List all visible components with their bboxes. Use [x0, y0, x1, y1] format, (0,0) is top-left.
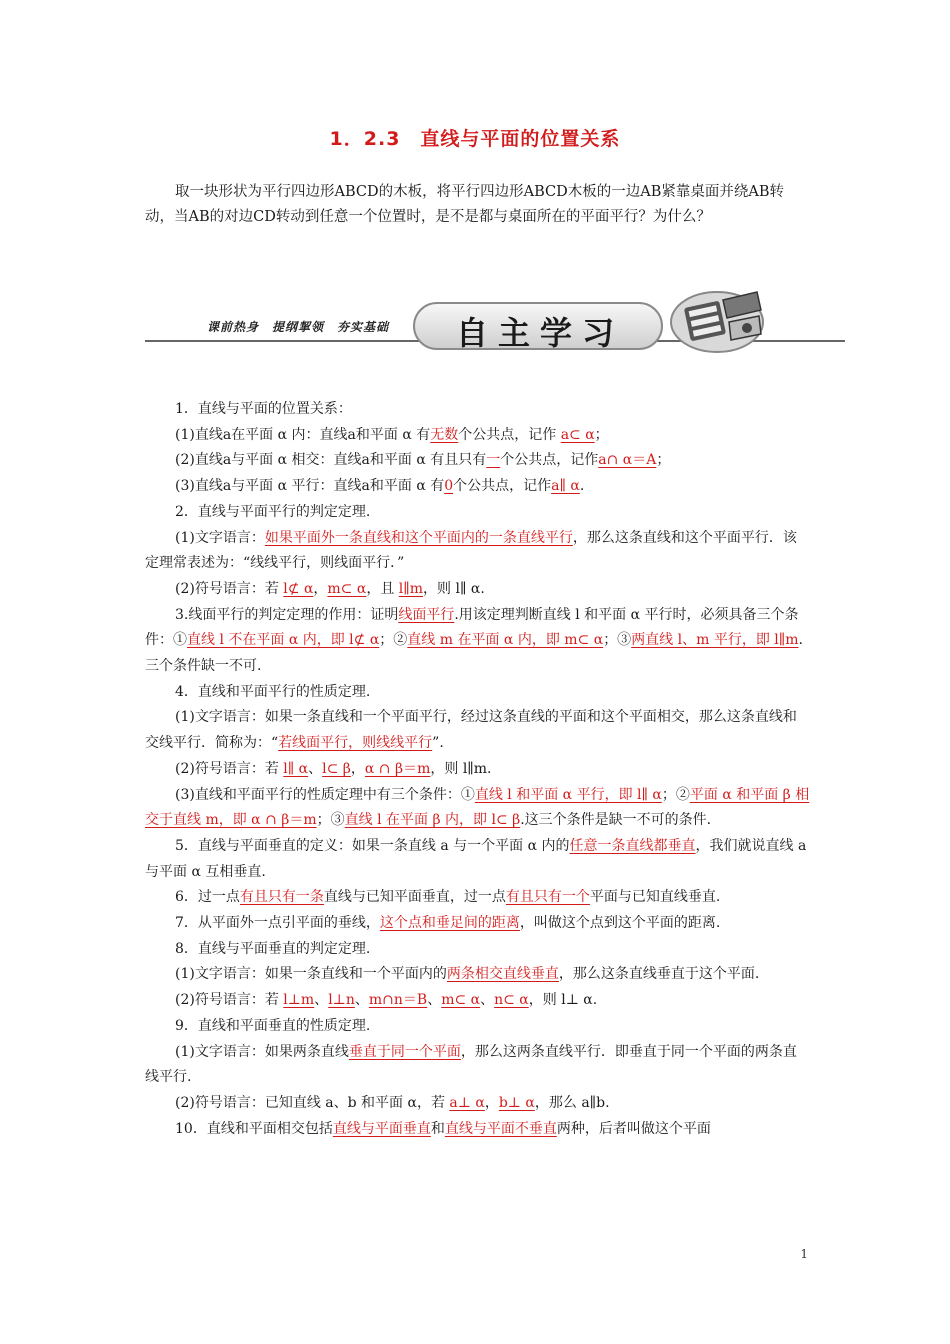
content-paragraph	[145, 937, 810, 963]
content-paragraph	[145, 474, 810, 500]
answer-text: n⊂ α	[494, 992, 529, 1009]
answer-text: 0	[444, 478, 454, 495]
body-text: (3)直线a与平面 α 平行：直线a和平面 α 有	[175, 478, 445, 495]
body-text: ，	[313, 580, 328, 597]
content-paragraph	[145, 577, 810, 603]
answer-text: m∩n＝B	[368, 992, 428, 1009]
content-paragraph	[145, 680, 810, 706]
content-paragraph	[145, 1040, 810, 1091]
content-paragraph	[145, 885, 810, 911]
answer-text: m⊂ α	[441, 992, 481, 1009]
body-text: ，我们就说直线 a 与平面 α 互相垂直.	[145, 837, 807, 880]
answer-text: l⊂ β	[322, 760, 351, 777]
body-text: 、	[480, 992, 495, 1009]
body-text: ，则 l∥ α.	[423, 580, 485, 597]
body-text: ；②	[379, 632, 408, 649]
body-text: 两种，后者叫做这个平面	[556, 1120, 711, 1137]
content-paragraph	[145, 783, 810, 834]
body-text: ；	[656, 452, 671, 469]
body-text: 1．直线与平面的位置关系：	[175, 401, 352, 417]
content-paragraph	[145, 911, 810, 937]
body-text: 4．直线和平面平行的性质定理.	[175, 683, 371, 700]
answer-text: 如果平面外一条直线和这个平面内的一条直线平行	[264, 529, 573, 546]
body-text: 8．直线与平面垂直的判定定理.	[175, 940, 371, 957]
body-text: ，则 l∥m.	[430, 760, 492, 777]
body-text: 个公共点，记作	[500, 452, 599, 469]
answer-text: 无数	[430, 426, 459, 443]
body-text: 、	[354, 992, 369, 1009]
answer-text: 一	[486, 452, 501, 469]
body-text: ，	[484, 1094, 499, 1111]
body-text: (2)符号语言：若	[175, 580, 284, 597]
content-paragraph	[145, 500, 810, 526]
body-text: .	[579, 478, 585, 495]
body-text: . 三个条件缺一不可.	[145, 632, 803, 675]
body-text: ；②	[661, 786, 690, 803]
body-text: 5．直线与平面垂直的定义：如果一条直线 a 与一个平面 α 内的	[175, 837, 570, 854]
body-text: (2)符号语言：若	[175, 760, 284, 777]
answer-text: 直线 l 在平面 β 内，即 l⊂ β	[344, 812, 521, 829]
answer-text: 直线 l 不在平面 α 内，即 l⊄ α	[187, 632, 380, 649]
body-text: 6．过一点	[175, 889, 240, 906]
body-text: ，那么这两条直线平行．即垂直于同一个平面的两条直线平行.	[145, 1043, 797, 1086]
page-number: 1	[800, 1247, 808, 1261]
content-paragraph	[145, 448, 810, 474]
body-text: ”.	[432, 735, 444, 752]
answer-text: 直线 m 在平面 α 内，即 m⊂ α	[407, 632, 604, 649]
body-text: ；③	[603, 632, 632, 649]
answer-text: 有且只有一条	[239, 889, 324, 906]
body-text: ，那么 a∥b.	[534, 1094, 610, 1111]
content-paragraph	[145, 1091, 810, 1117]
body-text: 直线与已知平面垂直，过一点	[323, 889, 506, 906]
answer-text: b⊥ α	[498, 1094, 535, 1111]
answer-text: 平面 α 和平面 β 相交于直线 m，即 α ∩ β＝m	[145, 786, 810, 829]
answer-text: l∥m	[398, 580, 424, 597]
content-paragraph	[145, 526, 810, 577]
body-text: 个公共点，记作	[458, 426, 561, 443]
answer-text: 有且只有一个	[505, 889, 590, 906]
answer-text: l∥ α	[283, 760, 309, 777]
content-paragraph	[145, 757, 810, 783]
answer-text: 若线面平行，则线线平行	[278, 735, 433, 752]
content-paragraph	[145, 1117, 810, 1143]
body-text: .这三个条件是缺一不可的条件.	[520, 812, 712, 829]
content-paragraph	[145, 705, 810, 756]
answer-text: 直线与平面垂直	[332, 1120, 431, 1137]
study-content	[145, 397, 810, 1142]
answer-text: l⊥n	[328, 992, 355, 1009]
answer-text: 垂直于同一个平面	[348, 1043, 461, 1060]
content-paragraph	[145, 988, 810, 1014]
book-stack-icon	[665, 282, 775, 354]
body-text: (1)直线a在平面 α 内：直线a和平面 α 有	[175, 426, 431, 443]
body-text: .用该定理判断直线 l 和平面 α 平行时，必须具备三个条件：①	[145, 606, 799, 649]
body-text: ；③	[316, 812, 345, 829]
answer-text: 任意一条直线都垂直	[569, 837, 696, 854]
content-paragraph	[145, 834, 810, 885]
body-text: 平面与已知直线垂直.	[589, 889, 721, 906]
answer-text: l⊥m	[283, 992, 315, 1009]
answer-text: 直线与平面不垂直	[444, 1120, 557, 1137]
content-paragraph	[145, 423, 810, 449]
body-text: 、	[314, 992, 329, 1009]
content-paragraph	[145, 603, 810, 680]
body-text: 7．从平面外一点引平面的垂线，	[175, 915, 380, 932]
page-title: 1．2.3 直线与平面的位置关系	[329, 128, 621, 150]
body-text: 和	[430, 1120, 445, 1137]
body-text: 个公共点，记作	[453, 478, 552, 495]
answer-text: a∩ α＝A	[598, 452, 657, 469]
answer-text: 两条相交直线垂直	[446, 966, 559, 983]
body-text: (1)文字语言：如果一条直线和一个平面平行，经过这条直线的平面和这个平面相交，那么这条直线和交线平行．简称为：“	[145, 709, 797, 752]
body-text: ，则 l⊥ α.	[528, 992, 598, 1009]
body-text: 3.线面平行的判定定理的作用：证明	[175, 606, 399, 623]
answer-text: 线面平行	[398, 606, 455, 623]
answer-text: a⊂ α	[560, 426, 595, 443]
content-paragraph	[145, 962, 810, 988]
answer-text: 两直线 l、m 平行，即 l∥m	[631, 632, 799, 649]
answer-text: α ∩ β＝m	[364, 760, 431, 777]
body-text: (1)文字语言：	[175, 529, 265, 546]
body-text: ，且	[366, 580, 399, 597]
body-text: ，	[350, 760, 365, 777]
section-banner	[145, 282, 845, 367]
body-text: (1)文字语言：如果一条直线和一个平面内的	[175, 966, 447, 983]
content-paragraph	[145, 397, 810, 423]
answer-text: a∥ α	[551, 478, 580, 495]
content-paragraph	[145, 1014, 810, 1040]
body-text: 、	[427, 992, 442, 1009]
banner-plate	[413, 302, 663, 350]
body-text: (2)直线a与平面 α 相交：直线a和平面 α 有且只有	[175, 452, 487, 469]
body-text: (1)文字语言：如果两条直线	[175, 1043, 349, 1060]
intro-paragraph: 取一块形状为平行四边形ABCD的木板，将平行四边形ABCD木板的一边AB紧靠桌面并绕AB转动，当AB的对边CD转动到任意一个位置时，是不是都与桌面所在的平面平行？为什么？	[145, 184, 784, 225]
body-text: 10．直线和平面相交包括	[175, 1120, 333, 1137]
answer-text: 直线 l 和平面 α 平行，即 l∥ α	[474, 786, 662, 803]
answer-text: 这个点和垂足间的距离	[379, 915, 520, 932]
body-text: ；	[594, 426, 609, 443]
body-text: 9．直线和平面垂直的性质定理.	[175, 1017, 371, 1034]
body-text: (3)直线和平面平行的性质定理中有三个条件：①	[175, 786, 475, 803]
body-text: 、	[308, 760, 323, 777]
body-text: ，那么这条直线和这个平面平行．该定理常表述为：“线线平行，则线面平行．”	[145, 529, 797, 572]
body-text: (2)符号语言：若	[175, 992, 284, 1009]
body-text: 2．直线与平面平行的判定定理.	[175, 503, 371, 520]
banner-heading: 自主学习	[455, 314, 624, 352]
body-text: (2)符号语言：已知直线 a、b 和平面 α，若	[175, 1094, 450, 1111]
body-text: ，那么这条直线垂直于这个平面.	[558, 966, 760, 983]
body-text: ，叫做这个点到这个平面的距离.	[519, 915, 721, 932]
banner-slogan: 课前热身 提纲挈领 夯实基础	[207, 320, 390, 334]
answer-text: l⊄ α	[283, 580, 314, 597]
answer-text: a⊥ α	[449, 1094, 485, 1111]
answer-text: m⊂ α	[327, 580, 367, 597]
